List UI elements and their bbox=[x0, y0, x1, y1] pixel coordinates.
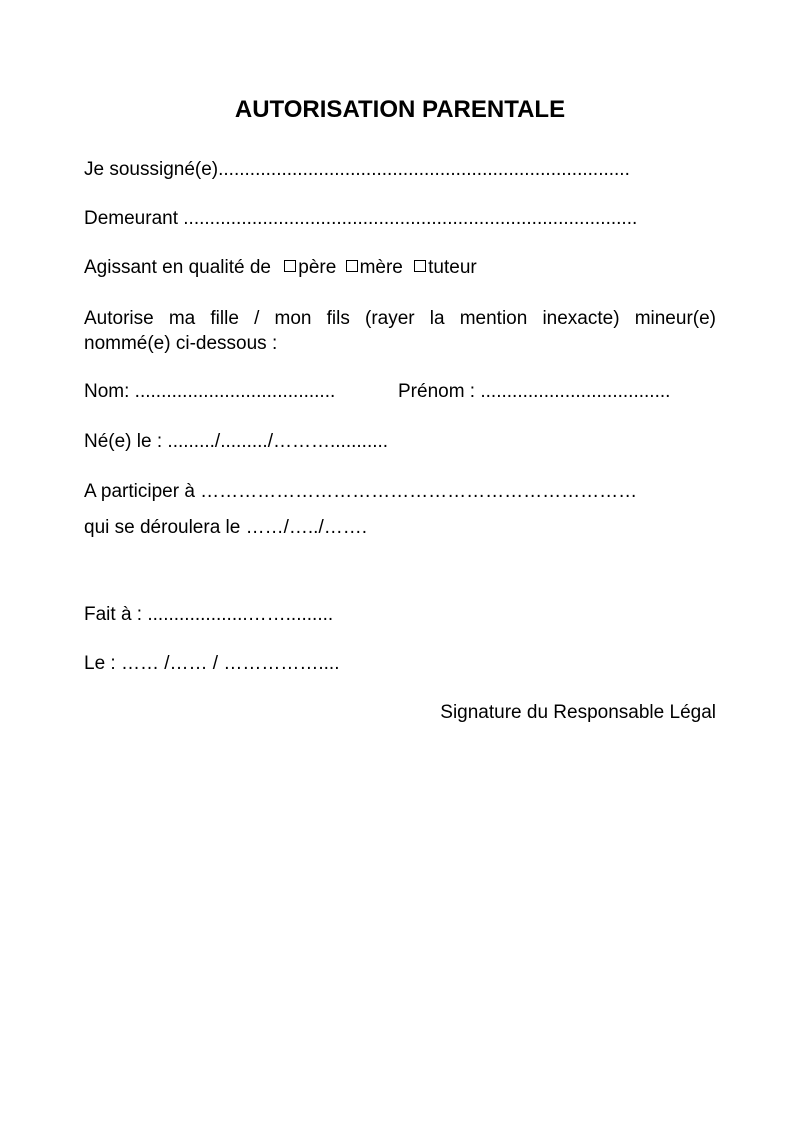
autorise-line-1: Autorise ma fille / mon fils (rayer la mention inexacte) mineur(e) bbox=[84, 308, 716, 329]
mere-checkbox[interactable] bbox=[346, 260, 358, 272]
pere-checkbox[interactable] bbox=[284, 260, 296, 272]
event-date-field: qui se déroulera le ……/…../……. bbox=[84, 517, 367, 538]
tuteur-checkbox[interactable] bbox=[414, 260, 426, 272]
soussigne-line: Je soussigné(e).............................................................................. bbox=[84, 159, 630, 180]
demeurant-line: Demeurant ...................................................................................... bbox=[84, 208, 638, 229]
date-signature-field: Le : …… /…… / …………….... bbox=[84, 653, 340, 674]
participation-field: A participer à …………………………………………………………… bbox=[84, 481, 638, 502]
qualite-label: Agissant en qualité de bbox=[84, 257, 271, 278]
tuteur-option-label: tuteur bbox=[428, 257, 477, 278]
birthdate-field: Né(e) le : ........./........./………........... bbox=[84, 431, 389, 452]
qualite-line bbox=[84, 256, 477, 280]
pere-option-label: père bbox=[298, 257, 337, 278]
mere-option-label: mère bbox=[359, 257, 403, 278]
document-title: AUTORISATION PARENTALE bbox=[234, 96, 566, 123]
signature-label: Signature du Responsable Légal bbox=[440, 702, 716, 723]
nom-field: Nom: ...................................... bbox=[84, 381, 336, 402]
autorise-line-2: nommé(e) ci-dessous : bbox=[84, 333, 278, 354]
fait-a-field: Fait à : ...................……......... bbox=[84, 604, 334, 625]
autorise-paragraph bbox=[84, 306, 716, 356]
prenom-field: Prénom : .................................... bbox=[398, 381, 671, 402]
